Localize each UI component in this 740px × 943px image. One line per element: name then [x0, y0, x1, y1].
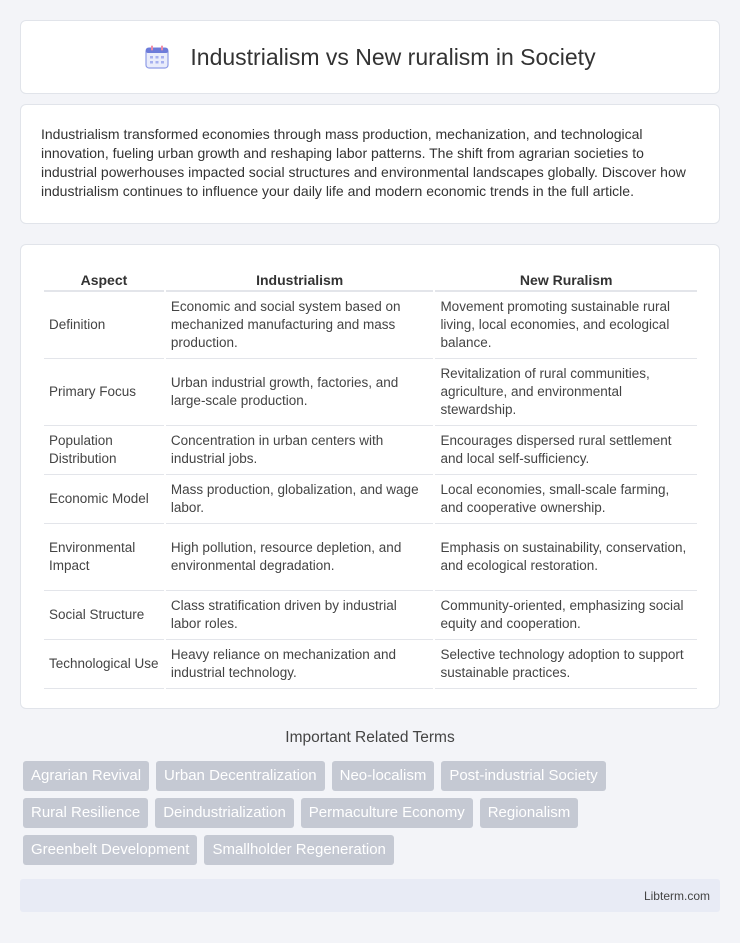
header-new-ruralism: New Ruralism [435, 265, 697, 292]
related-terms-list [23, 761, 723, 865]
row-industrialism: Class stratification driven by industrial labor roles. [166, 591, 434, 640]
related-term-tag[interactable]: Neo-localism [332, 761, 435, 791]
row-new-ruralism: Local economies, small-scale farming, and cooperative ownership. [435, 475, 697, 524]
row-industrialism: Heavy reliance on mechanization and industrial technology. [166, 640, 434, 689]
table-row [44, 292, 697, 359]
table-header-row [44, 265, 697, 292]
related-term-tag[interactable]: Greenbelt Development [23, 835, 197, 865]
row-industrialism: Urban industrial growth, factories, and large-scale production. [166, 359, 434, 426]
row-aspect: Primary Focus [44, 359, 164, 426]
row-aspect: Social Structure [44, 591, 164, 640]
row-industrialism: Concentration in urban centers with industrial jobs. [166, 426, 434, 475]
row-new-ruralism: Movement promoting sustainable rural living, local economies, and ecological balance. [435, 292, 697, 359]
calendar-icon [144, 44, 170, 70]
row-aspect: Economic Model [44, 475, 164, 524]
comparison-table-card [20, 244, 720, 709]
row-industrialism: High pollution, resource depletion, and environmental degradation. [166, 524, 434, 591]
related-term-tag[interactable]: Smallholder Regeneration [204, 835, 393, 865]
row-aspect: Population Distribution [44, 426, 164, 475]
related-term-tag[interactable]: Permaculture Economy [301, 798, 473, 828]
related-terms-title: Important Related Terms [285, 729, 455, 746]
row-aspect: Environmental Impact [44, 524, 164, 591]
row-new-ruralism: Encourages dispersed rural settlement and local self-sufficiency. [435, 426, 697, 475]
table-row [44, 475, 697, 524]
page-title: Industrialism vs New ruralism in Society [190, 43, 596, 70]
comparison-table [42, 265, 699, 689]
footer [20, 879, 720, 912]
table-row [44, 640, 697, 689]
table-row [44, 426, 697, 475]
header-aspect: Aspect [44, 265, 164, 292]
intro-text: Industrialism transformed economies through mass production, mechanization, and technological innovation, fueling urban growth and reshaping labor patterns. The shift from agrarian societies to industrial powerhouses impacted social structures and environmental landscapes globally. Discover how industrialism continues to influence your daily life and modern economic trends in the full article. [41, 126, 686, 199]
footer-site-link[interactable]: Libterm.com [643, 888, 710, 903]
row-industrialism: Mass production, globalization, and wage labor. [166, 475, 434, 524]
row-new-ruralism: Emphasis on sustainability, conservation, and ecological restoration. [435, 524, 697, 591]
header-card [20, 20, 720, 94]
related-term-tag[interactable]: Deindustrialization [155, 798, 294, 828]
row-new-ruralism: Community-oriented, emphasizing social equity and cooperation. [435, 591, 697, 640]
intro-card [20, 104, 720, 224]
row-industrialism: Economic and social system based on mechanized manufacturing and mass production. [166, 292, 434, 359]
row-new-ruralism: Selective technology adoption to support sustainable practices. [435, 640, 697, 689]
related-term-tag[interactable]: Agrarian Revival [23, 761, 149, 791]
related-term-tag[interactable]: Rural Resilience [23, 798, 148, 828]
table-row [44, 359, 697, 426]
row-aspect: Technological Use [44, 640, 164, 689]
table-row [44, 591, 697, 640]
table-row [44, 524, 697, 591]
related-term-tag[interactable]: Regionalism [480, 798, 579, 828]
row-aspect: Definition [44, 292, 164, 359]
row-new-ruralism: Revitalization of rural communities, agriculture, and environmental stewardship. [435, 359, 697, 426]
header-industrialism: Industrialism [166, 265, 434, 292]
related-term-tag[interactable]: Urban Decentralization [156, 761, 325, 791]
related-term-tag[interactable]: Post-industrial Society [441, 761, 605, 791]
